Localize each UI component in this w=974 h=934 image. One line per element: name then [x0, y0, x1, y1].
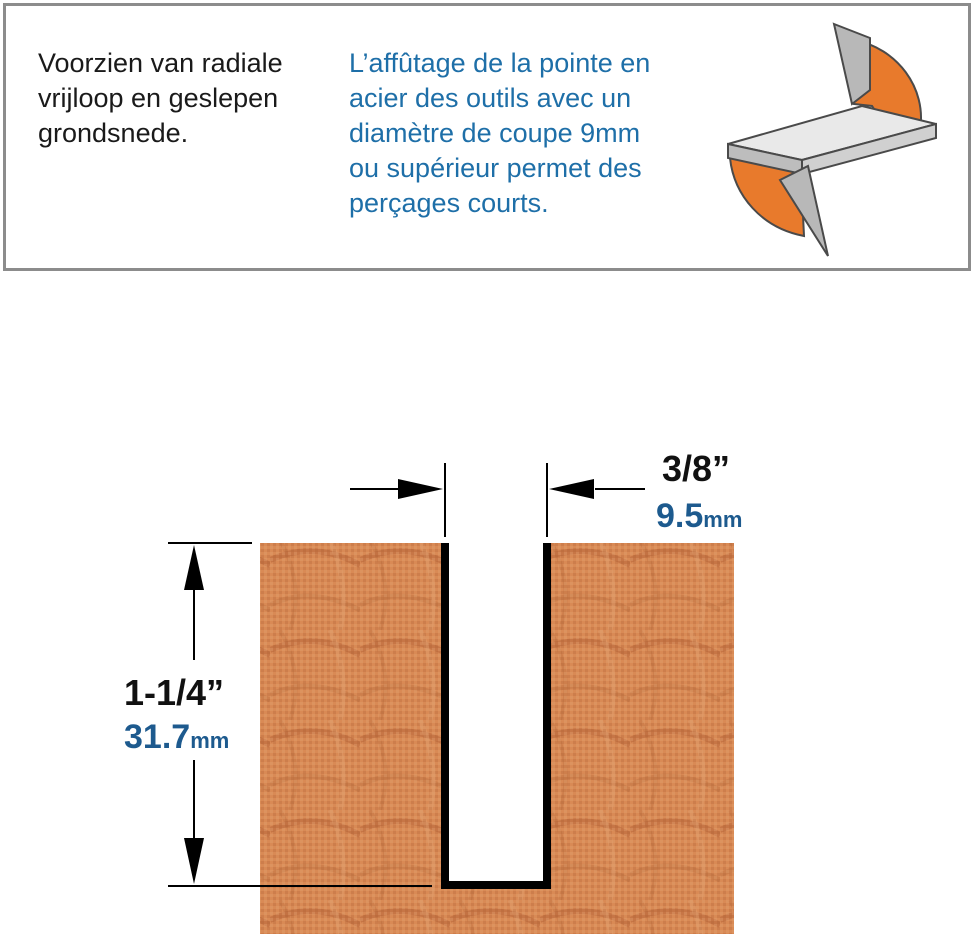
width-arrow-right-head — [549, 479, 594, 499]
depth-arrow-bottom-head — [184, 838, 204, 884]
depth-inch-label: 1-1/4” — [124, 672, 225, 713]
dutch-line: Voorzien van radiale — [38, 48, 283, 78]
dutch-line: vrijloop en geslepen — [38, 83, 279, 113]
french-line: L’affûtage de la pointe en — [349, 48, 651, 78]
wood-grain-right — [549, 543, 734, 934]
french-line: perçages courts. — [349, 188, 549, 218]
width-inch-label: 3/8” — [662, 448, 731, 489]
groove-cavity — [447, 543, 545, 883]
dutch-line: grondsnede. — [38, 118, 189, 148]
depth-mm-unit: mm — [190, 728, 230, 753]
width-mm-label — [656, 497, 742, 536]
width-mm-value: 9.5 — [656, 497, 704, 535]
wood-grain-bottom — [443, 886, 549, 934]
french-line: acier des outils avec un — [349, 83, 632, 113]
depth-arrow-top-head — [184, 545, 204, 590]
french-line: ou supérieur permet des — [349, 153, 642, 183]
depth-mm-value: 31.7 — [124, 718, 191, 756]
width-mm-unit: mm — [703, 507, 743, 532]
depth-mm-label — [124, 718, 229, 757]
french-line: diamètre de coupe 9mm — [349, 118, 641, 148]
width-arrow-left-head — [398, 479, 443, 499]
wood-grain-left — [260, 543, 443, 934]
